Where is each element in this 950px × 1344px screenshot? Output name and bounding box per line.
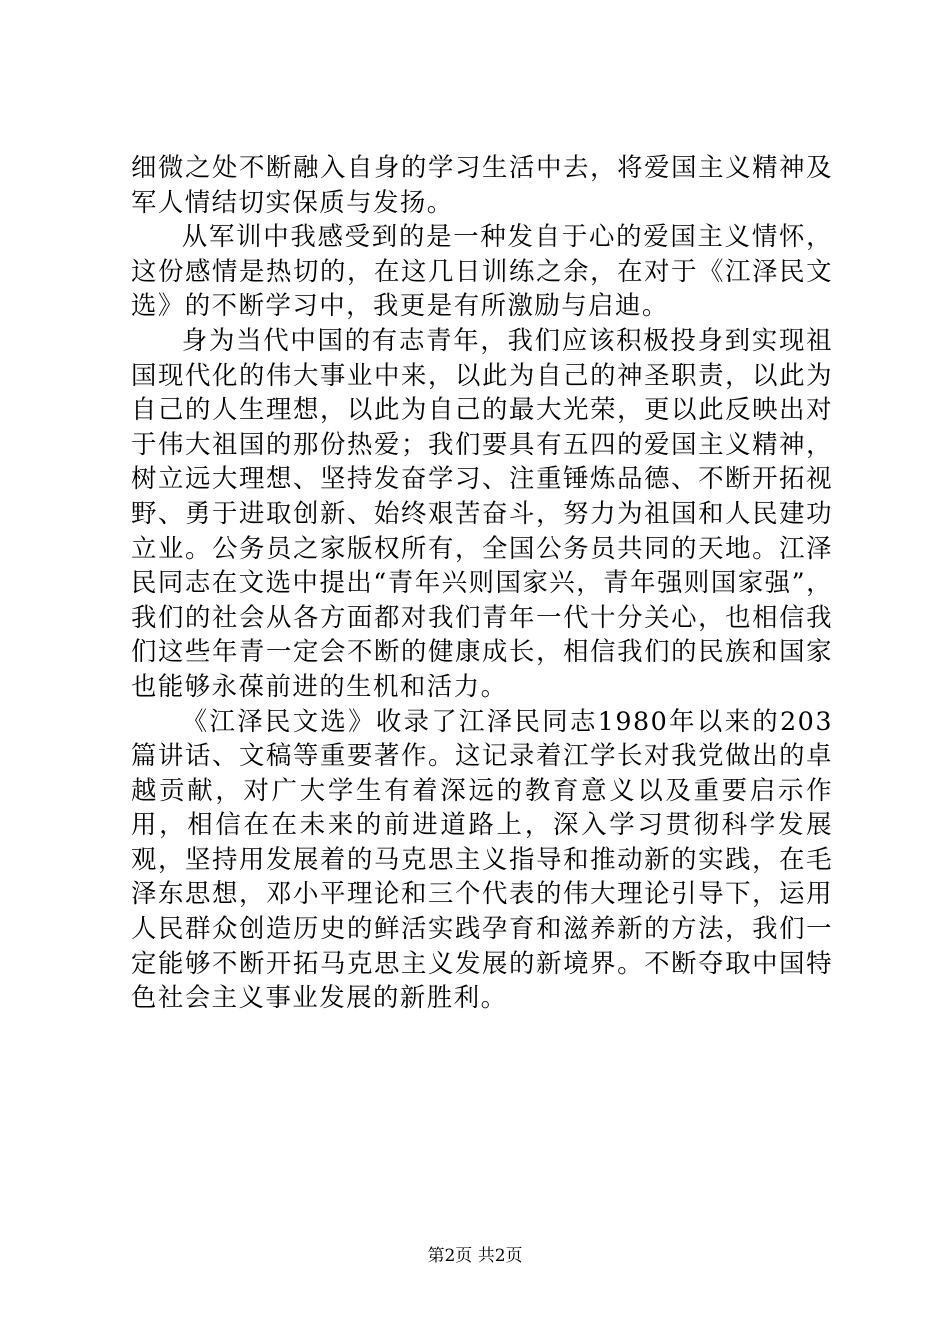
page-footer [0,1245,950,1267]
document-body [131,150,833,1015]
paragraph: 《江泽民文选》收录了江泽民同志1980年以来的203篇讲话、文稿等重要著作。这记录着江学长对我党做出的卓越贡献，对广大学生有着深远的教育意义以及重要启示作用，相信在在未来的前进道路上，深入学习贯彻科学发展观，坚持用发展着的马克思主义指导和推动新的实践，在毛泽东思想，邓小平理论和三个代表的伟大理论引导下，运用人民群众创造历史的鲜活实践孕育和滋养新的方法，我们一定能够不断开拓马克思主义发展的新境界。不断夺取中国特色社会主义事业发展的新胜利。 [131,705,833,1013]
paragraph: 细微之处不断融入自身的学习生活中去，将爱国主义精神及军人情结切实保质与发扬。 [131,152,833,217]
page-number: 第2页 共2页 [427,1246,523,1266]
paragraph: 从军训中我感受到的是一种发自于心的爱国主义情怀，这份感情是热切的，在这几日训练之余，在对于《江泽民文选》的不断学习中，我更是有所激励与启迪。 [131,221,833,321]
paragraph: 身为当代中国的有志青年，我们应该积极投身到实现祖国现代化的伟大事业中来，以此为自己的神圣职责，以此为自己的人生理想，以此为自己的最大光荣，更以此反映出对于伟大祖国的那份热爱；我们要具有五四的爱国主义精神，树立远大理想、坚持发奋学习、注重锤炼品德、不断开拓视野、勇于进取创新、始终艰苦奋斗，努力为祖国和人民建功立业。公务员之家版权所有，全国公务员共同的天地。江泽民同志在文选中提出“青年兴则国家兴，青年强则国家强”，我们的社会从各方面都对我们青年一代十分关心，也相信我们这些年青一定会不断的健康成长，相信我们的民族和国家也能够永葆前进的生机和活力。 [131,324,833,701]
